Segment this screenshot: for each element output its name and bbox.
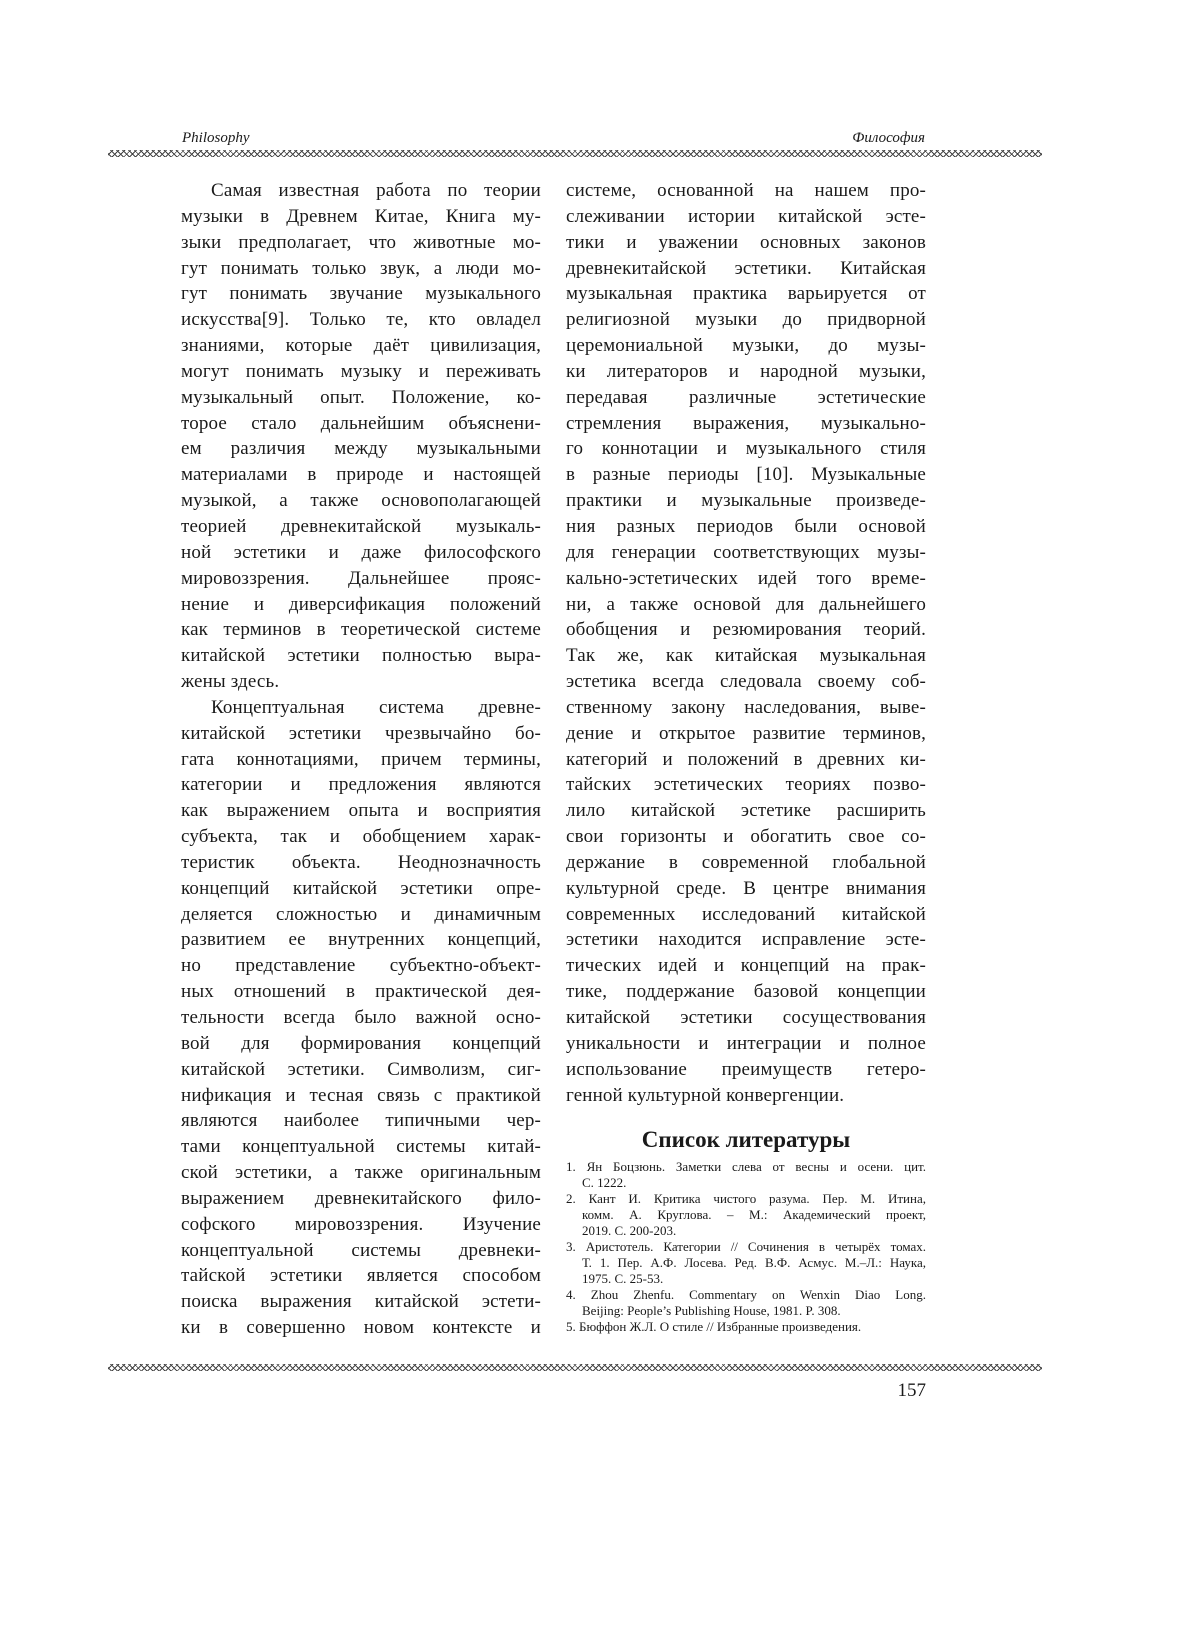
reference-line: 2019. С. 200-203. — [582, 1223, 677, 1238]
text-line: субъекта, так и обобщением харак- — [181, 826, 541, 848]
text-line: музыкальная практика варьируется от — [566, 283, 926, 305]
reference-item — [566, 1287, 926, 1319]
reference-item — [566, 1159, 926, 1191]
text-line: музыкальный опыт. Положение, ко- — [181, 386, 541, 408]
reference-line: 5. Бюффон Ж.Л. О стиле // Избранные произведения. — [566, 1319, 862, 1334]
top-ornamental-rule — [108, 150, 1042, 157]
text-line: китайской эстетики сосуществования — [566, 1007, 926, 1028]
reference-line: комм. А. Круглова. – М.: Академический проект, — [582, 1207, 926, 1222]
text-line: нификация и тесная связь с практикой — [181, 1084, 541, 1106]
text-line: го коннотации и музыкального стиля — [566, 438, 926, 460]
text-line: ни, а также основой для дальнейшего — [566, 593, 926, 615]
text-line: тами концептуальной системы китай- — [181, 1136, 541, 1158]
text-line: китайской эстетики чрезвычайно бо- — [181, 722, 541, 744]
text-line: могут понимать музыку и переживать — [181, 360, 541, 382]
text-line: эстетика всегда следовала своему соб- — [566, 671, 926, 693]
text-line: китайской эстетики. Символизм, сиг- — [181, 1058, 541, 1080]
text-line: в разные периоды [10]. Музыкальные — [566, 464, 926, 486]
text-line: поиска выражения китайской эстети- — [181, 1291, 541, 1313]
text-line: церемониальной музыки, до музы- — [566, 335, 926, 357]
page-number: 157 — [897, 1380, 926, 1401]
text-line: генной культурной конвергенции. — [566, 1084, 845, 1106]
text-line: знаниями, которые даёт цивилизация, — [181, 335, 541, 357]
reference-line: 1975. С. 25-53. — [582, 1271, 664, 1286]
text-line: зыки предполагает, что животные мо- — [181, 231, 541, 253]
text-line: деляется сложностью и динамичным — [181, 903, 541, 925]
paragraph — [181, 695, 541, 1341]
text-line: категории и предложения являются — [181, 774, 541, 796]
reference-line: 1. Ян Боцзюнь. Заметки слева от весны и осени. цит. — [566, 1159, 926, 1174]
text-line: концептуальной системы древнеки- — [181, 1239, 541, 1261]
text-line: софского мировоззрения. Изучение — [181, 1213, 541, 1235]
text-line: держание в современной глобальной — [566, 851, 926, 873]
text-line: ной эстетики и даже философского — [181, 541, 541, 563]
text-line: кально-эстетических идей того време- — [566, 567, 926, 589]
text-line: для генерации соответствующих музы- — [566, 541, 926, 563]
references-heading: Список литературы — [641, 1127, 851, 1152]
running-header-right: Философия — [852, 130, 925, 146]
text-line: теорией древнекитайской музыкаль- — [181, 515, 541, 537]
text-line: уникальности и интеграции и полное — [566, 1032, 926, 1054]
text-line: тайских эстетических теориях позво- — [566, 774, 926, 796]
text-line: Концептуальная система древне- — [211, 696, 541, 718]
text-line: тики и уважении основных законов — [566, 231, 926, 253]
text-line: но представление субъектно-объект- — [181, 955, 541, 977]
text-line: свои горизонты и обогатить свое со- — [566, 826, 926, 848]
reference-line: 2. Кант И. Критика чистого разума. Пер. М. Итина, — [566, 1191, 926, 1206]
text-line: музыки в Древнем Китае, Книга му- — [181, 205, 541, 227]
text-line: материалами в природе и настоящей — [181, 464, 541, 486]
text-line: тике, поддержание базовой концепции — [566, 981, 926, 1003]
text-line: Самая известная работа по теории — [211, 180, 541, 201]
text-line: ской эстетики, а также оригинальным — [181, 1162, 541, 1184]
text-line: Так же, как китайская музыкальная — [566, 645, 926, 667]
text-line: теристик объекта. Неоднозначность — [181, 851, 541, 873]
text-line: гут понимать звучание музыкального — [181, 283, 541, 305]
text-line: древнекитайской эстетики. Китайская — [566, 257, 926, 279]
text-line: ем различия между музыкальными — [181, 438, 541, 460]
text-line: искусства[9]. Только те, кто овладел — [181, 309, 541, 331]
reference-line: 4. Zhou Zhenfu. Commentary on Wenxin Diao Long. — [566, 1287, 926, 1302]
text-line: ния разных периодов были основой — [566, 515, 926, 537]
reference-line: Т. 1. Пер. А.Ф. Лосева. Ред. В.Ф. Асмус. М.–Л.: Наука, — [582, 1255, 926, 1270]
running-header-left: Philosophy — [182, 130, 250, 146]
left-column — [181, 178, 541, 1341]
text-line: ственному закону наследования, выве- — [566, 696, 926, 718]
text-line: религиозной музыки до придворной — [566, 309, 926, 331]
text-line: музыкой, а также основополагающей — [181, 490, 541, 512]
text-line: эстетики находится исправление эсте- — [566, 929, 926, 951]
references-list — [566, 1159, 926, 1335]
paragraph — [566, 178, 926, 1108]
reference-line: С. 1222. — [582, 1175, 627, 1190]
text-line: вой для формирования концепций — [181, 1032, 541, 1054]
text-line: тайской эстетики является способом — [181, 1265, 541, 1287]
text-line: жены здесь. — [181, 671, 280, 693]
text-line: стремления выражения, музыкально- — [566, 412, 926, 434]
text-line: гата коннотациями, причем термины, — [181, 748, 541, 770]
text-line: выражением древнекитайского фило- — [181, 1187, 541, 1209]
text-line: ных отношений в практической дея- — [181, 981, 541, 1003]
text-line: системе, основанной на нашем про- — [566, 180, 926, 201]
bottom-ornamental-rule — [108, 1364, 1042, 1371]
text-line: развитием ее внутренних концепций, — [181, 929, 541, 951]
reference-line: Beijing: People’s Publishing House, 1981. P. 308. — [582, 1303, 841, 1318]
text-line: как терминов в теоретической системе — [181, 619, 541, 641]
text-line: нение и диверсификация положений — [181, 593, 541, 615]
text-line: обобщения и резюмирования теорий. — [566, 619, 926, 641]
text-line: современных исследований китайской — [566, 903, 926, 925]
text-line: тельности всегда было важной осно- — [181, 1007, 541, 1028]
reference-item — [566, 1239, 926, 1287]
text-line: китайской эстетики полностью выра- — [181, 645, 541, 667]
text-line: практики и музыкальные произведе- — [566, 490, 926, 512]
text-line: использование преимуществ гетеро- — [566, 1058, 926, 1080]
text-line: лило китайской эстетике расширить — [566, 800, 926, 822]
reference-line: 3. Аристотель. Категории // Сочинения в четырёх томах. — [566, 1239, 926, 1254]
right-column — [566, 178, 926, 1108]
text-line: тических идей и концепций на прак- — [566, 955, 926, 977]
text-line: концепций китайской эстетики опре- — [181, 877, 541, 899]
text-line: культурной среде. В центре внимания — [566, 877, 926, 899]
paragraph — [181, 178, 541, 695]
text-line: торое стало дальнейшим объяснени- — [181, 412, 541, 434]
text-line: мировоззрения. Дальнейшее прояс- — [181, 567, 541, 589]
text-line: являются наиболее типичными чер- — [181, 1110, 541, 1132]
text-line: гут понимать только звук, а люди мо- — [181, 257, 541, 279]
text-line: ки литераторов и народной музыки, — [566, 360, 926, 382]
text-line: передавая различные эстетические — [566, 386, 926, 408]
text-line: слеживании истории китайской эсте- — [566, 205, 926, 227]
text-line: категорий и положений в древних ки- — [566, 748, 926, 770]
reference-item — [566, 1191, 926, 1239]
text-line: ки в совершенно новом контексте и — [181, 1317, 541, 1339]
text-line: дение и открытое развитие терминов, — [566, 722, 926, 744]
reference-item — [566, 1319, 926, 1335]
text-line: как выражением опыта и восприятия — [181, 800, 541, 822]
